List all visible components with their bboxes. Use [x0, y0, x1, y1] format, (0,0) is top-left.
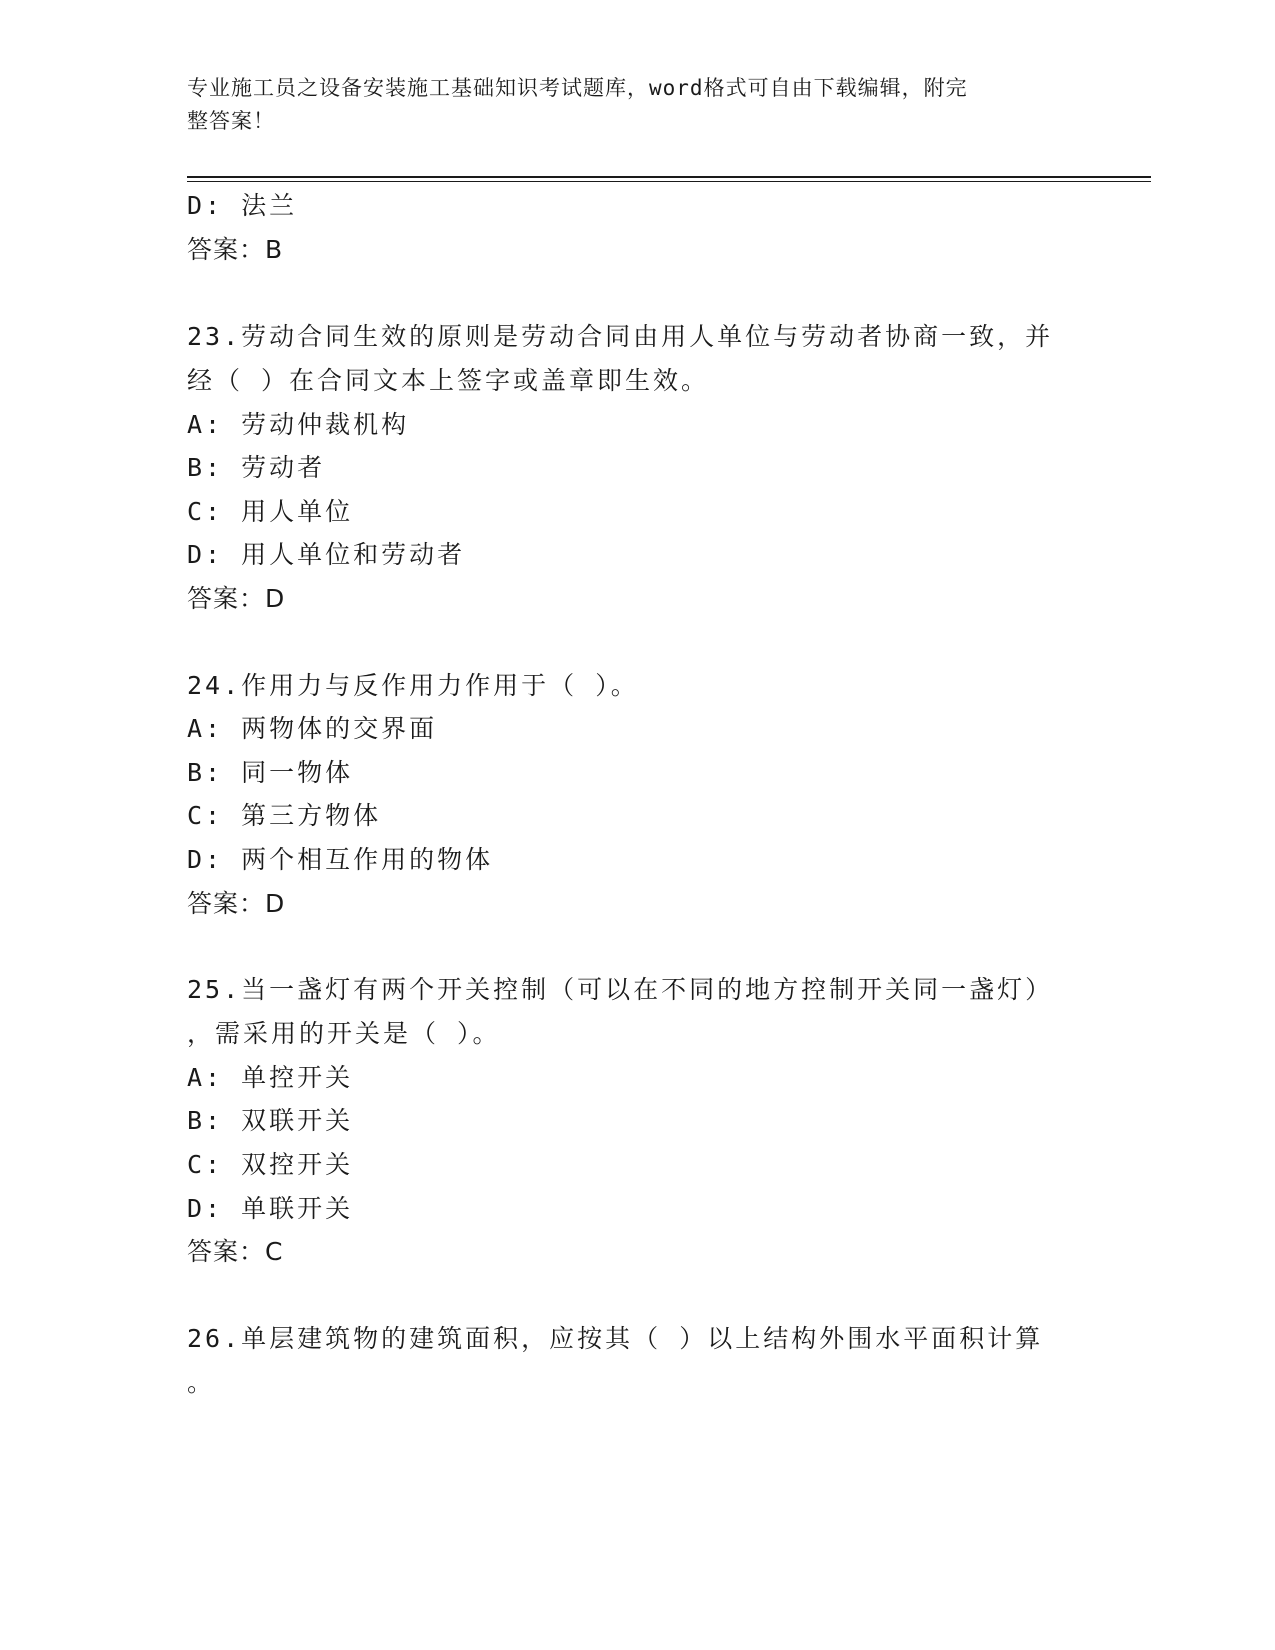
- q22-answer: 答案：B: [187, 235, 284, 264]
- q25-option-d: D: 单联开关: [187, 1194, 354, 1223]
- header-line-2: 整答案！: [187, 109, 275, 133]
- q25-stem-line-2: ，需采用的开关是（ ）。: [187, 1019, 501, 1048]
- header-divider-thick: [187, 176, 1151, 178]
- q24-option-c: C: 第三方物体: [187, 801, 382, 830]
- q25-option-a: A: 单控开关: [187, 1063, 354, 1092]
- q25-option-b: B: 双联开关: [187, 1106, 354, 1135]
- header-line-1: 专业施工员之设备安装施工基础知识考试题库，word格式可自由下载编辑，附完: [187, 76, 968, 100]
- q23-option-d: D: 用人单位和劳动者: [187, 540, 466, 569]
- header-divider-thin: [187, 181, 1151, 182]
- q23-option-c: C: 用人单位: [187, 497, 354, 526]
- q23-stem-line-2: 经（ ）在合同文本上签字或盖章即生效。: [187, 366, 710, 395]
- q24-stem-line-1: 24.作用力与反作用力作用于（ ）。: [187, 671, 639, 700]
- q23-option-a: A: 劳动仲裁机构: [187, 410, 410, 439]
- q26-stem-line-1: 26.单层建筑物的建筑面积，应按其（ ）以上结构外围水平面积计算: [187, 1324, 1044, 1353]
- q25-option-c: C: 双控开关: [187, 1150, 354, 1179]
- q26-stem-line-2: 。: [187, 1368, 216, 1397]
- q25-stem-line-1: 25.当一盏灯有两个开关控制（可以在不同的地方控制开关同一盏灯）: [187, 975, 1054, 1004]
- q23-stem-line-1: 23.劳动合同生效的原则是劳动合同由用人单位与劳动者协商一致，并: [187, 322, 1054, 351]
- q24-option-a: A: 两物体的交界面: [187, 714, 438, 743]
- q25-answer: 答案：C: [187, 1237, 284, 1266]
- q22-option-d: D: 法兰: [187, 191, 298, 220]
- q24-answer: 答案：D: [187, 889, 286, 918]
- q23-answer: 答案：D: [187, 584, 286, 613]
- document-header: [187, 72, 1067, 138]
- q24-option-d: D: 两个相互作用的物体: [187, 845, 494, 874]
- q23-option-b: B: 劳动者: [187, 453, 326, 482]
- q24-option-b: B: 同一物体: [187, 758, 354, 787]
